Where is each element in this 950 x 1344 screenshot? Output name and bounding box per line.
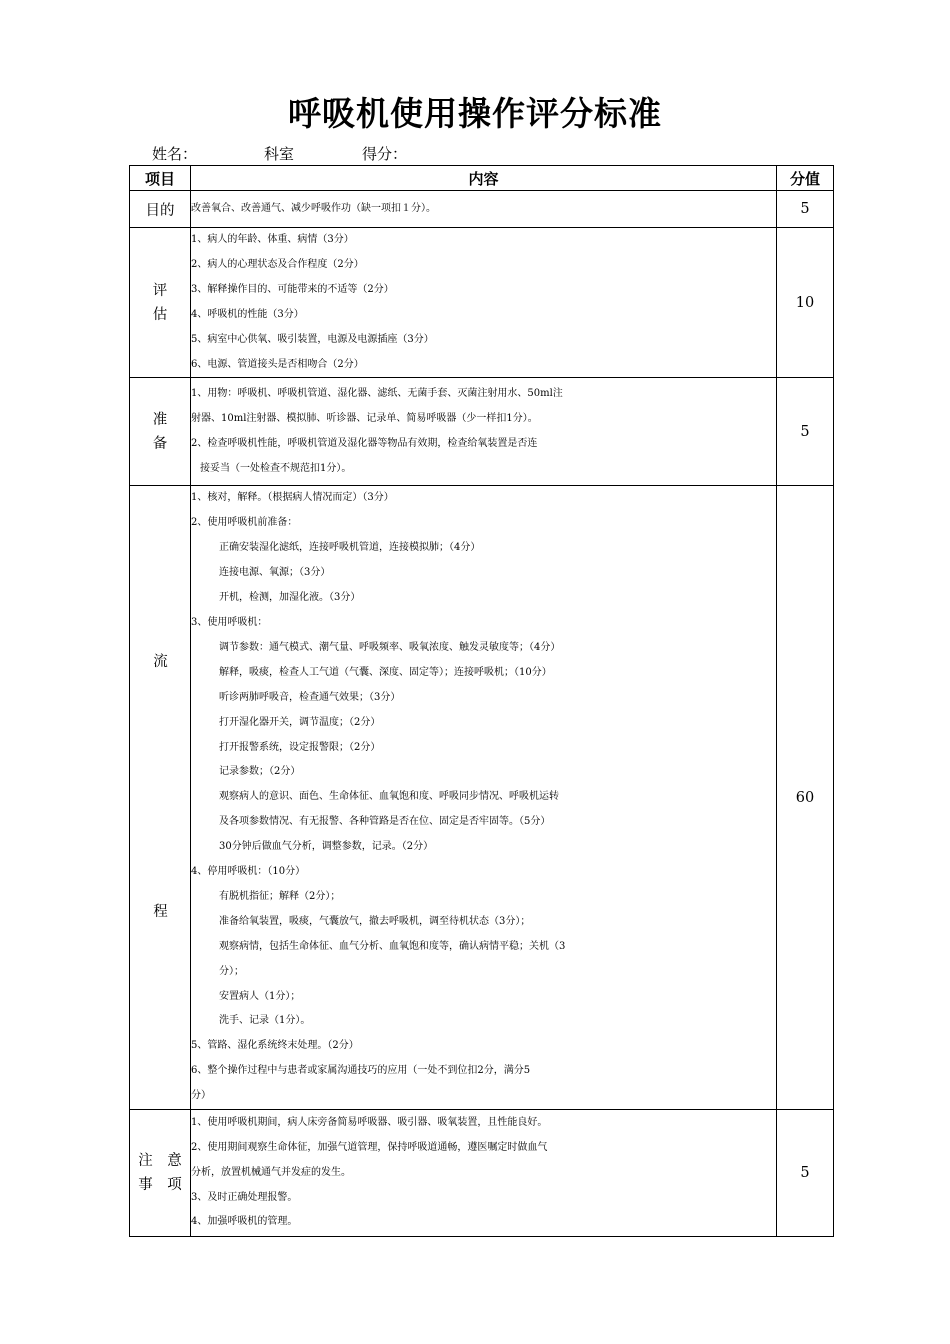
content-line: 安置病人（1分）； xyxy=(219,990,301,1002)
row-prepare xyxy=(130,378,834,486)
content-line: 接妥当（一处检查不规范扣1分）。 xyxy=(200,462,352,474)
content-line: 6、整个操作过程中与患者或家属沟通技巧的应用（一处不到位扣2分，满分5 xyxy=(191,1065,531,1077)
item-char: 估 xyxy=(152,306,168,323)
content-line: 有脱机指征；解释（2分）； xyxy=(219,890,341,902)
page-title: 呼吸机使用操作评分标准 xyxy=(288,94,662,133)
score-label: 得分： xyxy=(362,145,408,163)
content-line: 正确安装湿化滤纸，连接呼吸机管道，连接模拟肺；（4分） xyxy=(219,542,481,554)
item-char: 备 xyxy=(152,435,168,452)
item-char: 评 xyxy=(152,282,168,299)
item-prepare xyxy=(130,378,191,486)
content-line: 分析，放置机械通气并发症的发生。 xyxy=(191,1166,351,1178)
header-item: 项目 xyxy=(130,166,191,191)
content-line: 4、停用呼吸机：（10分） xyxy=(191,866,306,878)
header-row xyxy=(130,166,834,191)
dept-label: 科室 xyxy=(264,145,295,163)
content-line: 4、加强呼吸机的管理。 xyxy=(191,1216,298,1228)
item-char: 注 意 xyxy=(138,1153,182,1170)
content-line: 6、电源、管道接头是否相吻合（2分） xyxy=(191,358,364,370)
content-line: 2、检查呼吸机性能，呼吸机管道及湿化器等物品有效期，检查给氧装置是否连 xyxy=(191,437,538,449)
content-assess xyxy=(191,228,777,378)
score-notes: 5 xyxy=(777,1110,834,1237)
content-line: 1、用物：呼吸机、呼吸机管道、湿化器、滤纸、无菌手套、灭菌注射用水、50ml注 xyxy=(191,388,563,400)
score-assess: 10 xyxy=(777,228,834,378)
form-meta xyxy=(152,143,407,164)
item-process xyxy=(130,486,191,1110)
item-notes xyxy=(130,1110,191,1237)
header-content: 内容 xyxy=(191,166,777,191)
content-prepare xyxy=(191,378,777,486)
content-line: 5、病室中心供氧、吸引装置，电源及电源插座（3分） xyxy=(191,333,434,345)
content-line: 调节参数：通气模式、潮气量、呼吸频率、吸氧浓度、触发灵敏度等；（4分） xyxy=(219,641,561,653)
row-process xyxy=(130,486,834,1110)
content-line: 射器、10ml注射器、模拟肺、听诊器、记录单、简易呼吸器（少一样扣1分）。 xyxy=(191,413,538,425)
content-line: 准备给氧装置，吸痰，气囊放气，撤去呼吸机，调至待机状态（3分）； xyxy=(219,915,531,927)
content-line: 解释，吸痰，检查人工气道（气囊、深度、固定等）；连接呼吸机；（10分） xyxy=(219,666,552,678)
content-line: 打开报警系统，设定报警限；（2分） xyxy=(219,741,381,753)
content-notes xyxy=(191,1110,777,1237)
content-line: 连接电源、氧源；（3分） xyxy=(219,567,331,579)
content-line: 打开湿化器开关，调节温度；（2分） xyxy=(219,716,381,728)
content-line: 1、病人的年龄、体重、病情（3分） xyxy=(191,234,354,245)
content-line: 洗手、记录（1分）。 xyxy=(219,1015,311,1027)
item-char-bottom: 程 xyxy=(153,904,168,921)
item-char-top: 流 xyxy=(153,654,168,671)
content-line: 观察病人的意识、面色、生命体征、血氧饱和度、呼吸同步情况、呼吸机运转 xyxy=(219,791,559,803)
row-purpose xyxy=(130,191,834,228)
content-purpose xyxy=(191,191,777,228)
score-prepare: 5 xyxy=(777,378,834,486)
content-line: 分） xyxy=(191,1090,211,1102)
item-assess xyxy=(130,228,191,378)
content-line: 开机，检测，加湿化液。（3分） xyxy=(219,592,361,604)
score-table xyxy=(129,165,834,1237)
content-line: 3、解释操作目的、可能带来的不适等（2分） xyxy=(191,283,394,295)
content-line: 3、及时正确处理报警。 xyxy=(191,1191,298,1203)
content-line: 1、核对，解释。（根据病人情况而定）（3分） xyxy=(191,492,394,504)
content-line: 2、使用呼吸机前准备： xyxy=(191,517,298,529)
content-line: 2、病人的心理状态及合作程度（2分） xyxy=(191,258,364,270)
content-line: 3、使用呼吸机： xyxy=(191,616,268,628)
score-purpose: 5 xyxy=(777,191,834,228)
score-process: 60 xyxy=(777,486,834,1110)
content-line: 1、使用呼吸机期间，病人床旁备简易呼吸器、吸引器、吸氧装置，且性能良好。 xyxy=(191,1116,548,1128)
content-line: 观察病情，包括生命体征、血气分析、血氧饱和度等，确认病情平稳；关机（3 xyxy=(219,940,566,952)
header-score: 分值 xyxy=(777,166,834,191)
item-purpose: 目的 xyxy=(130,191,191,228)
content-line: 改善氧合、改善通气、减少呼吸作功（缺一项扣１分）。 xyxy=(191,202,436,214)
name-label: 姓名： xyxy=(152,145,198,163)
content-line: 听诊两肺呼吸音，检查通气效果；（3分） xyxy=(219,691,401,703)
content-process xyxy=(191,486,777,1110)
content-line: 分）； xyxy=(219,965,244,977)
content-line: 30分钟后做血气分析，调整参数，记录。（2分） xyxy=(219,841,434,853)
content-line: 4、呼吸机的性能（3分） xyxy=(191,308,304,320)
item-char: 事 项 xyxy=(138,1177,182,1194)
row-assess xyxy=(130,228,834,378)
row-notes xyxy=(130,1110,834,1237)
content-line: 记录参数；（2分） xyxy=(219,766,301,778)
item-char: 准 xyxy=(152,411,168,428)
content-line: 及各项参数情况、有无报警、各种管路是否在位、固定是否牢固等。（5分） xyxy=(219,816,551,828)
content-line: 2、使用期间观察生命体征，加强气道管理，保持呼吸道通畅，遵医嘱定时做血气 xyxy=(191,1141,548,1153)
content-line: 5、管路、湿化系统终末处理。（2分） xyxy=(191,1040,359,1052)
